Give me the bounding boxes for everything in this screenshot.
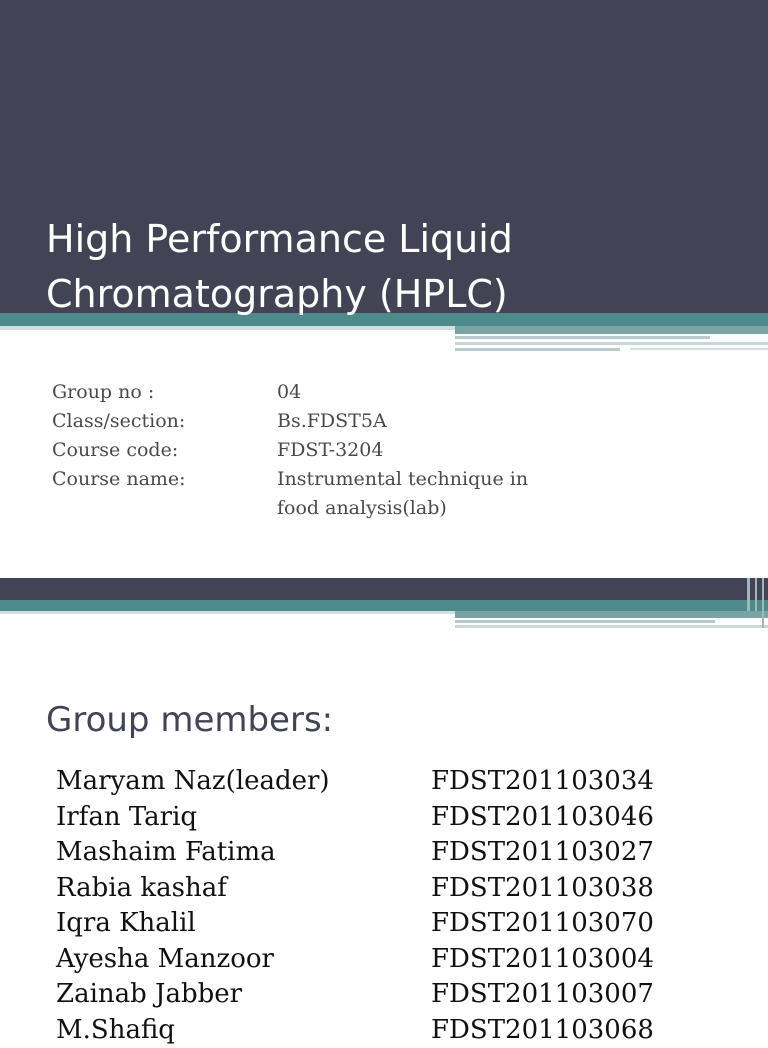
info-label: Class/section: [52, 407, 277, 436]
member-name: Ayesha Manzoor [56, 942, 431, 978]
info-value: Bs.FDST5A [277, 407, 567, 436]
list-item [56, 835, 731, 871]
members-heading: Group members: [46, 696, 333, 744]
members-band [0, 578, 768, 600]
member-name: Iqra Khalil [56, 906, 431, 942]
members-list [56, 764, 731, 1048]
member-id: FDST201103038 [431, 871, 731, 907]
info-label: Course name: [52, 465, 277, 523]
member-name: Irfan Tariq [56, 800, 431, 836]
slide-title: High Performance Liquid Chromatography (HPLC) [46, 212, 746, 322]
info-label: Group no : [52, 378, 277, 407]
list-item [56, 871, 731, 907]
member-id: FDST201103068 [431, 1013, 731, 1048]
members-slide [0, 578, 768, 1024]
info-row-class [52, 407, 567, 436]
member-name: Mashaim Fatima [56, 835, 431, 871]
course-info-table [52, 378, 567, 523]
list-item [56, 1013, 731, 1048]
info-value: Instrumental technique in food analysis(lab) [277, 465, 567, 523]
info-value: 04 [277, 378, 567, 407]
member-name: Maryam Naz(leader) [56, 764, 431, 800]
info-value: FDST-3204 [277, 436, 567, 465]
list-item [56, 800, 731, 836]
member-id: FDST201103046 [431, 800, 731, 836]
list-item [56, 942, 731, 978]
member-name: Rabia kashaf [56, 871, 431, 907]
list-item [56, 764, 731, 800]
member-id: FDST201103070 [431, 906, 731, 942]
member-id: FDST201103007 [431, 977, 731, 1013]
member-name: M.Shafiq [56, 1013, 431, 1048]
member-id: FDST201103004 [431, 942, 731, 978]
info-row-course-code [52, 436, 567, 465]
info-label: Course code: [52, 436, 277, 465]
member-name: Zainab Jabber [56, 977, 431, 1013]
list-item [56, 906, 731, 942]
list-item [56, 977, 731, 1013]
member-id: FDST201103027 [431, 835, 731, 871]
member-id: FDST201103034 [431, 764, 731, 800]
info-row-course-name [52, 465, 567, 523]
info-row-group [52, 378, 567, 407]
